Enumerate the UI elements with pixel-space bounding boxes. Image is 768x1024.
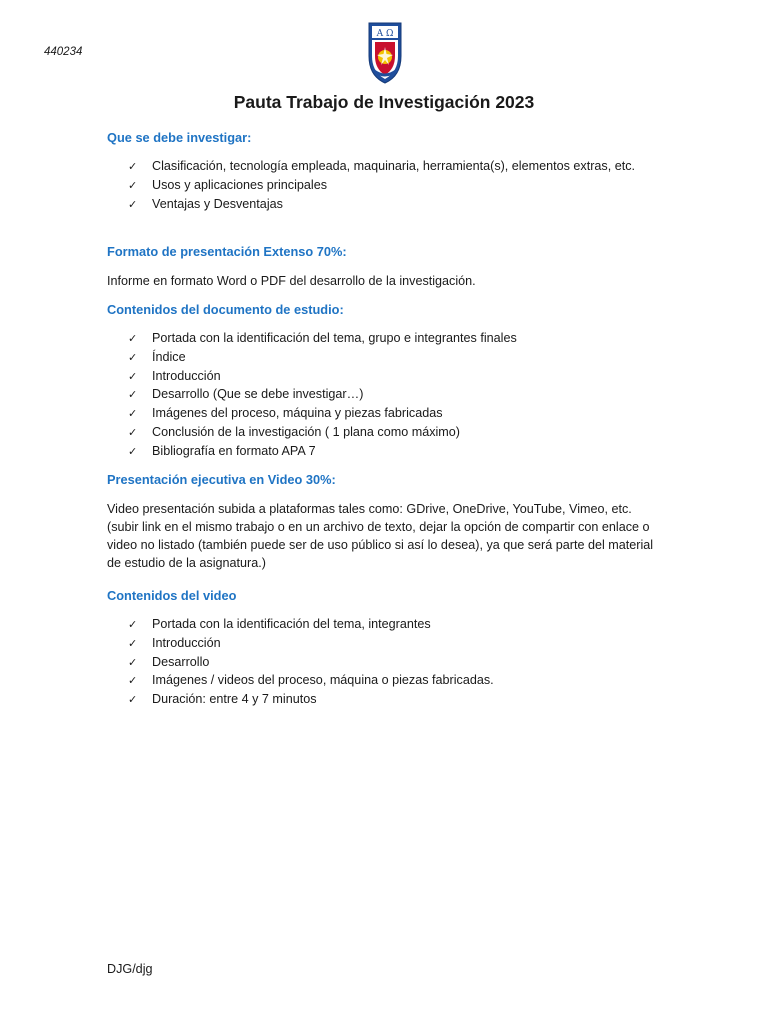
checkmark-icon: ✓ [128,655,138,669]
format-description: Informe en formato Word o PDF del desarrollo de la investigación. [107,274,476,288]
list-item: ✓ Bibliografía en formato APA 7 [128,442,517,461]
video-presentation-description [107,500,687,572]
video-contents-list [128,615,494,709]
checkmark-icon: ✓ [128,618,138,631]
document-contents-list [128,329,517,461]
list-item: ✓ Desarrollo [128,653,494,672]
checkmark-icon: ✓ [128,425,138,439]
section-heading-document-contents: Contenidos del documento de estudio: [107,302,344,317]
checkmark-icon: ✓ [128,369,138,383]
checkmark-icon: ✓ [128,636,138,650]
list-item: ✓ Ventajas y Desventajas [128,195,635,214]
list-item: ✓ Portada con la identificación del tema, integrantes [128,615,494,634]
list-item: ✓ Clasificación, tecnología empleada, maquinaria, herramienta(s), elementos extras, etc. [128,157,635,176]
list-item: ✓ Introducción [128,367,517,386]
checkmark-icon: ✓ [128,444,138,458]
investigate-list [128,157,635,213]
checkmark-icon: ✓ [128,160,138,173]
checkmark-icon: ✓ [128,332,138,345]
list-item: ✓ Imágenes / videos del proceso, máquina o piezas fabricadas. [128,671,494,690]
video-description-line: (subir link en el mismo trabajo o en un archivo de texto, dejar la opción de compartir con enlace o [107,520,650,534]
checkmark-icon: ✓ [128,388,138,402]
list-item: ✓ Portada con la identificación del tema, grupo e integrantes finales [128,329,517,348]
video-description-line: de estudio de la asignatura.) [107,556,266,570]
checkmark-icon: ✓ [128,407,138,421]
list-item: ✓ Imágenes del proceso, máquina y piezas fabricadas [128,404,517,423]
video-description-line: Video presentación subida a plataformas tales como: GDrive, OneDrive, YouTube, Vimeo, etc. [107,502,632,516]
checkmark-icon: ✓ [128,674,138,688]
checkmark-icon: ✓ [128,350,138,364]
page-title: Pauta Trabajo de Investigación 2023 [233,92,535,112]
list-item: ✓ Desarrollo (Que se debe investigar…) [128,385,517,404]
list-item: ✓ Usos y aplicaciones principales [128,176,635,195]
checkmark-icon: ✓ [128,197,138,211]
checkmark-icon: ✓ [128,178,138,192]
list-item: ✓ Conclusión de la investigación ( 1 plana como máximo) [128,423,517,442]
video-description-line: video no listado (también puede ser de uso público si así lo desea), ya que será parte del material [107,538,654,552]
list-item: ✓ Introducción [128,634,494,653]
section-heading-format: Formato de presentación Extenso 70%: [107,244,347,259]
list-item: ✓ Duración: entre 4 y 7 minutos [128,690,494,709]
university-crest-logo [363,20,407,86]
document-id: 440234 [44,46,83,58]
section-heading-video-contents: Contenidos del video [107,588,237,603]
logo-glyphs: Α Ω [376,29,394,39]
section-heading-investigate: Que se debe investigar: [107,130,252,145]
list-item: ✓ Índice [128,348,517,367]
footer-initials: DJG/djg [107,962,153,976]
section-heading-video-presentation: Presentación ejecutiva en Video 30%: [107,472,336,487]
checkmark-icon: ✓ [128,693,138,707]
